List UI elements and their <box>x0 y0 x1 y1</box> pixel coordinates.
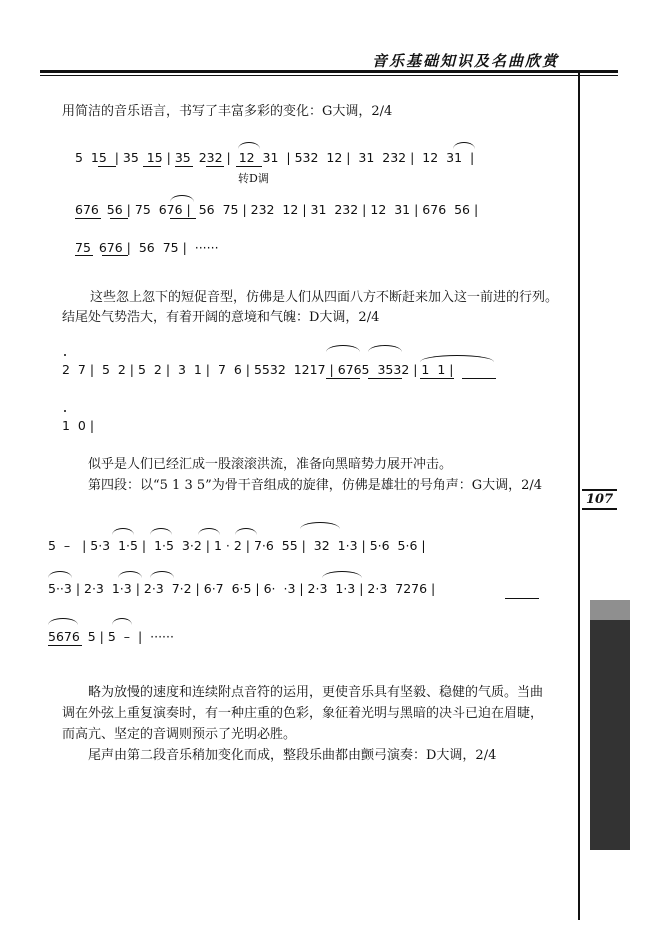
paragraph-short-notes: 这些忽上忽下的短促音型，仿佛是人们从四面八方不断赶来加入这一前进的行列。 <box>90 290 559 305</box>
score-slur <box>112 528 134 535</box>
score-annotation-key-change: 转D调 <box>238 172 269 185</box>
header-rule <box>40 70 618 73</box>
score-slur <box>453 142 475 149</box>
paragraph-slow-tempo: 略为放慢的速度和连续附点音符的运用，更使音乐具有坚毅、稳健的气质。当曲 <box>88 685 544 700</box>
score-slur <box>112 618 132 625</box>
score-underline <box>75 255 93 256</box>
score-underline <box>206 166 224 167</box>
score-slur <box>48 571 72 578</box>
score-underline <box>326 378 360 379</box>
score-line-3-3: 5676 5 | 5 – | ······ <box>48 629 174 644</box>
score-underline <box>143 166 161 167</box>
score-underline <box>420 378 454 379</box>
score-underline <box>98 166 116 167</box>
score-high-dot <box>64 354 66 356</box>
score-slur <box>238 142 260 149</box>
paragraph-grand-ending: 结尾处气势浩大，有着开阔的意境和气魄：D大调，2/4 <box>62 310 380 325</box>
score-slur <box>420 355 494 362</box>
score-slur <box>235 528 257 535</box>
score-line-3-1: 5 – | 5·3 1·5 | 1·5 3·2 | 1 · 2 | 7·6 55 | 32 1·3 | 5·6 5·6 | <box>48 538 426 553</box>
paragraph-section-four: 第四段：以“5 1 3 5”为骨干音组成的旋律，仿佛是雄壮的号角声：G大调，2/4 <box>88 478 543 493</box>
score-line-1-1: 5 15 | 35 15 | 35 232 | 12 31 | 532 12 | 31 232 | 12 31 | <box>75 150 475 165</box>
score-line-3-2: 5··3 | 2·3 1·3 | 2·3 7·2 | 6·7 6·5 | 6· ·3 | 2·3 1·3 | 2·3 7276 | <box>48 581 436 596</box>
paragraph-outer-string: 调在外弦上重复演奏时，有一种庄重的色彩，象征着光明与黑暗的决斗已迫在眉睫， <box>62 706 544 721</box>
score-slur <box>322 571 362 578</box>
score-underline <box>236 166 262 167</box>
score-underline <box>462 378 496 379</box>
paragraph-torrent: 似乎是人们已经汇成一股滚滚洪流，准备向黑暗势力展开冲击。 <box>88 457 453 472</box>
running-header-title: 音乐基础知识及名曲欣赏 <box>372 52 560 70</box>
score-slur <box>300 522 340 529</box>
score-underline <box>48 645 82 646</box>
score-slur <box>198 528 220 535</box>
score-underline <box>505 598 539 599</box>
edge-tab-dark <box>590 620 630 850</box>
page-edge-line <box>578 70 580 920</box>
score-slur <box>150 571 174 578</box>
paragraph-light-wins: 而高亢、坚定的音调则预示了光明必胜。 <box>62 727 297 742</box>
score-line-1-3: 75 676 | 56 75 | ······ <box>75 240 219 255</box>
score-line-1-2: 676 56 | 75 676 | 56 75 | 232 12 | 31 232 | 12 31 | 676 56 | <box>75 202 479 217</box>
score-slur <box>118 571 142 578</box>
score-line-2-2: 1 0 | <box>62 418 95 433</box>
page-number: 107 <box>582 489 617 510</box>
paragraph-coda: 尾声由第二段音乐稍加变化而成，整段乐曲都由颤弓演奏：D大调，2/4 <box>88 748 497 763</box>
score-slur <box>326 345 360 352</box>
score-underline <box>170 218 196 219</box>
score-underline <box>75 218 101 219</box>
paragraph-intro: 用简洁的音乐语言，书写了丰富多彩的变化：G大调，2/4 <box>62 104 393 119</box>
score-underline <box>110 218 128 219</box>
score-slur <box>170 195 194 202</box>
score-high-dot <box>64 410 66 412</box>
score-slur <box>150 528 172 535</box>
header-rule-thin <box>40 75 618 76</box>
score-underline <box>102 255 128 256</box>
edge-tab-stripe <box>590 600 630 620</box>
score-line-2-1: 2 7 | 5 2 | 5 2 | 3 1 | 7 6 | 5532 1217 | 6765 3532 | 1 1 | <box>62 362 454 377</box>
score-slur <box>48 618 78 625</box>
score-slur <box>368 345 402 352</box>
score-underline <box>368 378 402 379</box>
score-underline <box>175 166 193 167</box>
